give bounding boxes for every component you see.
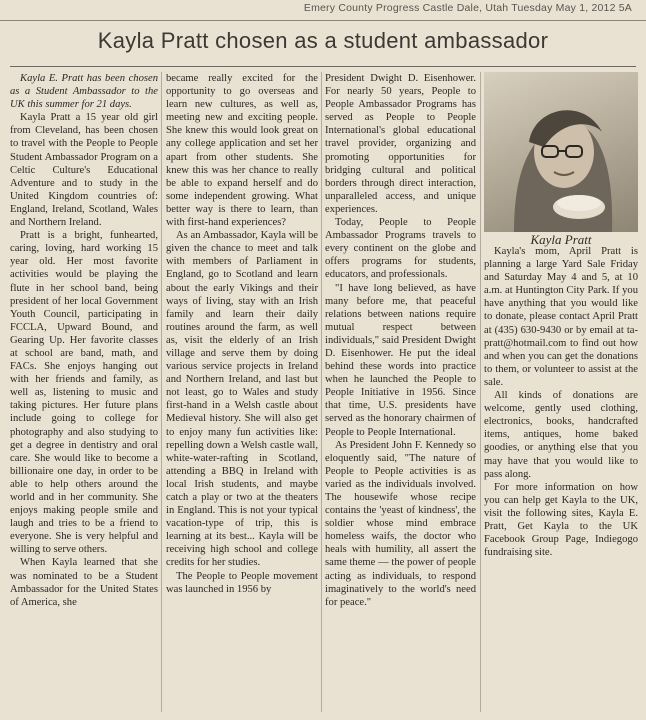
portrait-photo [484,72,638,232]
article-column-3 [325,72,476,609]
body-paragraph: President Dwight D. Eisenhower. For nearly 50 years, People to People Ambassador Programs has served as People to People International's global educational travel provider, organizing and promoting opportunities for bridging cultural and political borders through direct interaction, unparalleled access, and unique experiences. [325,73,476,215]
body-paragraph: Kayla Pratt a 15 year old girl from Cleveland, has been chosen to travel with the People to People Student Ambassador Program on a Celtic Culture's Educational Adventure and to study in the United Kingdom countries of: England, Ireland, Scotland, Wales and Northern Ireland. [10,112,158,229]
lede-paragraph: Kayla E. Pratt has been chosen as a Student Ambassador to the UK this summer for 21 days. [10,73,158,111]
body-paragraph: When Kayla learned that she was nominated to be a Student Ambassador for the United States of America, she [10,557,158,608]
article-column-2 [166,72,318,596]
column-divider [161,72,162,712]
photo-caption: Kayla Pratt [530,232,592,247]
body-paragraph: became really excited for the opportunity to go overseas and learn new cultures, as well as, meeting new and exciting people. She knew this would look great on any college application and set her apart from other students. She knew this was her chance to really be able to expand herself and do some independent growing. What better way is there to learn, than with first-hand experiences? [166,73,318,229]
column-divider [480,72,481,712]
body-paragraph: For more information on how you can help get Kayla to the UK, visit the following sites, Kayla E. Pratt, Get Kayla to the UK Facebook Group Page, Indiegogo fundraising site. [484,481,638,559]
body-paragraph: As President John F. Kennedy so eloquently said, "The nature of People to People activities is as varied as the individuals involved. The housewife whose recipe contains the 'yeast of kindness', the soldier whose mind embrace homeless waifs, the doctor who heals with humility, all assert the same theme — the power of people acting as individuals, to respond imaginatively to the world's need for peace." [325,439,476,608]
portrait-illustration [484,72,638,232]
headline: Kayla Pratt chosen as a student ambassador [97,28,549,53]
body-paragraph: All kinds of donations are welcome, gently used clothing, electronics, books, handcrafted items, antiques, home baked goodies, or anything else that you may have that you would like to pass along. [484,390,638,480]
masthead: Emery County Progress Castle Dale, Utah Tuesday May 1, 2012 5A [303,2,632,14]
column-divider [321,72,322,712]
top-rule [0,20,646,21]
article-column-4 [484,245,638,559]
body-paragraph: Pratt is a bright, funhearted, caring, loving, hard working 15 year old. Her most favorite activities would be playing the flute in her school band, being president of her local Government Youth Council, participating in FCCLA, Upward Bound, and Gearing Up. Her favorite classes at school are band, math, and FACs. She enjoys hanging out with her friends and family, as well as, listening to music and taking pictures. Her future plans include going to college for photography and also studying to get a degree in dentistry and oral care. She would like to become a billionaire one day, in order to be able to help others around the world and in her community. She enjoys making people smile and laugh and tries to be a friend to everyone. She is very helpful and willing to serve others. [10,230,158,556]
body-paragraph: As an Ambassador, Kayla will be given the chance to meet and talk with members of Parliament in England, go to Scotland and learn about the early Vikings and their ways of living, stay with an Irish family and learn their daily routines around the farm, as well as, visit the elderly of an Irish village and serve them by doing various service projects in Ireland and Northern Ireland, and last but not least, go to Wales and study first-hand in a Welsh castle about Medieval history. She will also get to enjoy many fun activities like: repelling down a Welsh castle wall, white-water-rafting in Scotland, attending a BBQ in Ireland with local Irish students, and maybe catch a play or two at the theaters in England. This is not your typical vacation-type of trip, this is learning at its best... Kayla will be receiving high school and college credits for her studies. [166,230,318,569]
headline-rule [10,66,636,67]
article-column-1 [10,72,158,609]
body-paragraph: The People to People movement was launched in 1956 by [166,570,318,595]
body-paragraph: "I have long believed, as have many before me, that peaceful relations between nations require mutual respect between individuals," said President Dwight D. Eisenhower. He put the ideal behind these words into practice when he launched the People to People Initiative in 1956. Since that time, U.S. presidents have served as the honorary chairmen of People to People International. [325,282,476,438]
body-paragraph: Today, People to People Ambassador Programs travels to every continent on the globe and offers programs for students, educators, and professionals. [325,217,476,281]
body-paragraph: Kayla's mom, April Pratt is planning a large Yard Sale Friday and Saturday May 4 and 5, at 10 a.m. at Huntington City Park. If you have anything that you would like to donate, please contact April Pratt at (435) 630-9430 or by email at ta-pratt@hotmail.com to find out how and when you can get the donations to them, or volunteer to assist at the sale. [484,246,638,388]
